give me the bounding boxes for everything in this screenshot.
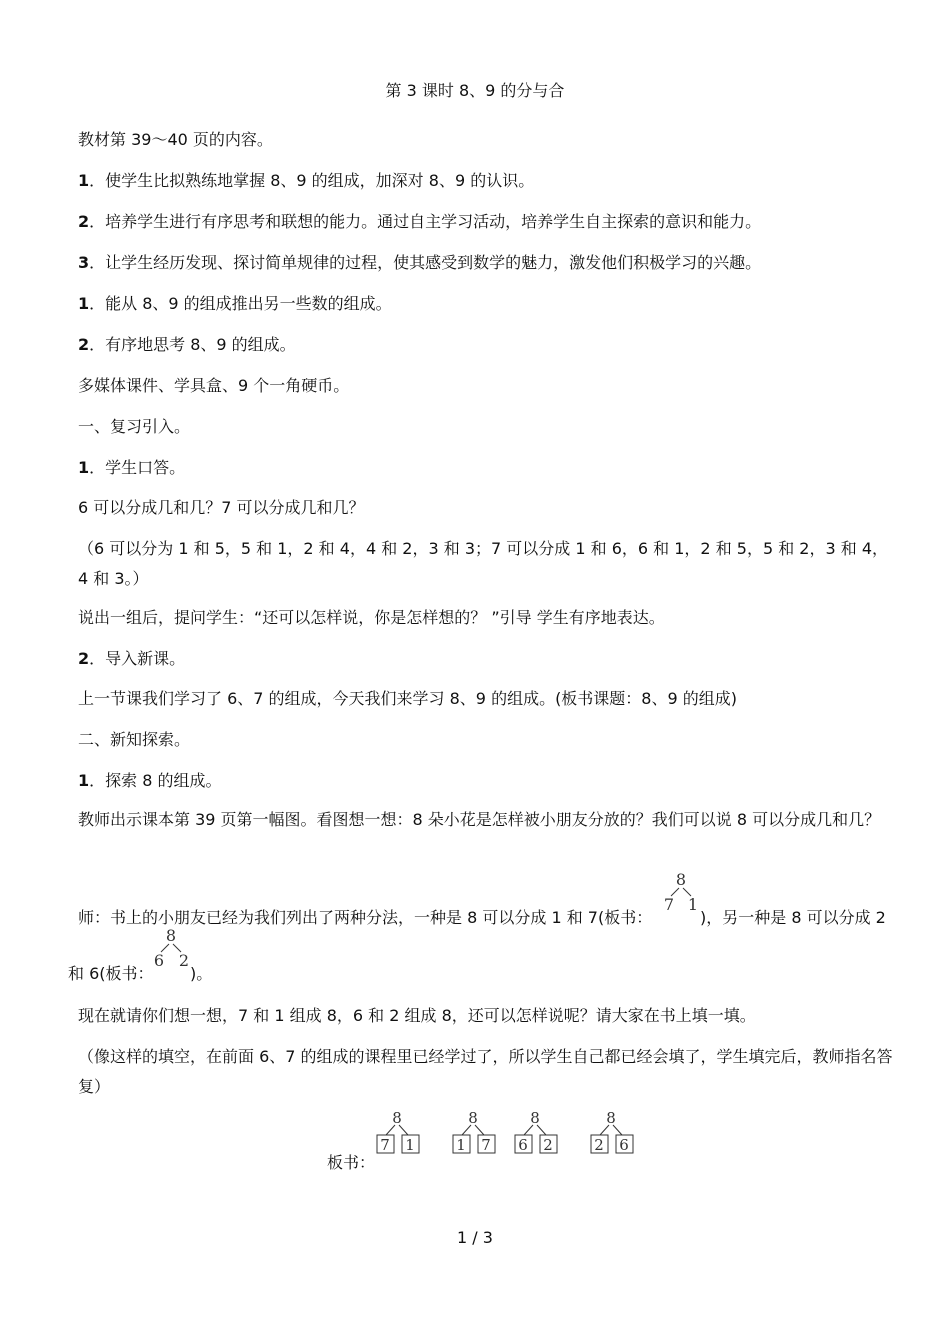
key-point-text: ．有序地思考 8、9 的组成。	[89, 335, 296, 354]
goal-3	[68, 252, 893, 274]
teacher-statement-part1: 师：书上的小朋友已经为我们列出了两种分法，一种是 8 可以分成 1 和 7(板书：	[78, 908, 653, 927]
fill-in-note: （像这样的填空，在前面 6、7 的组成的课程里已经学过了，所以学生自己都已经会填了，学生填完后，教师指名答复）	[78, 1047, 893, 1096]
svg-text:8: 8	[530, 1109, 540, 1127]
inline-tree-8-7-1	[663, 870, 701, 916]
step-number: 1	[78, 458, 90, 477]
section1-heading: 一、复习引入。	[78, 417, 191, 436]
svg-text:2: 2	[178, 951, 190, 970]
materials: 多媒体课件、学具盒、9 个一角硬币。	[78, 376, 350, 395]
board-tree-8-6-2	[513, 1108, 561, 1156]
board-tree-8-1-7	[451, 1108, 499, 1156]
section2-heading: 二、新知探索。	[78, 730, 191, 749]
svg-text:2: 2	[543, 1136, 553, 1154]
new-lesson-intro: 上一节课我们学习了 6、7 的组成，今天我们来学习 8、9 的组成。(板书课题：8、9 的组成)	[78, 689, 737, 708]
svg-text:8: 8	[165, 926, 177, 945]
step-text: ．学生口答。	[89, 458, 186, 477]
step-number: 1	[78, 771, 90, 790]
step-text: ．探索 8 的组成。	[89, 771, 222, 790]
board-label: 板书：	[327, 1153, 376, 1172]
goal-number: 2	[78, 212, 90, 231]
step-text: ．导入新课。	[89, 649, 186, 668]
svg-text:8: 8	[468, 1109, 478, 1127]
page-number: 1 / 3	[457, 1228, 493, 1247]
review-answer: （6 可以分为 1 和 5，5 和 1，2 和 4，4 和 2，3 和 3；7 可以分成 1 和 6，6 和 1，2 和 5，5 和 2，3 和 4，4 和 3。）	[78, 539, 889, 588]
svg-text:8: 8	[392, 1109, 402, 1127]
key-point-2	[68, 334, 893, 356]
svg-text:8: 8	[606, 1109, 616, 1127]
svg-text:7: 7	[663, 895, 675, 914]
teacher-statement-part4: )。	[190, 964, 213, 983]
review-question: 6 可以分成几和几？7 可以分成几和几？	[78, 498, 365, 517]
svg-text:6: 6	[153, 951, 165, 970]
key-point-number: 1	[78, 294, 90, 313]
goal-number: 3	[78, 253, 90, 272]
page-title: 第 3 课时 8、9 的分与合	[385, 81, 565, 100]
explore-paragraph: 教师出示课本第 39 页第一幅图。看图想一想：8 朵小花是怎样被小朋友分放的？我们可以说 8 可以分成几和几？	[78, 810, 881, 829]
svg-text:8: 8	[675, 870, 687, 889]
board-tree-8-2-6	[589, 1108, 637, 1156]
section1-step2	[68, 648, 893, 670]
svg-text:6: 6	[518, 1136, 528, 1154]
goal-text: ．让学生经历发现、探讨简单规律的过程，使其感受到数学的魅力，激发他们积极学习的兴趣。	[89, 253, 762, 272]
teacher-statement-part2: )，另一种是 8 可以分成 2	[700, 908, 886, 927]
step-number: 2	[78, 649, 90, 668]
teacher-statement-part3: 和 6(板书：	[68, 964, 154, 983]
key-point-1	[68, 293, 893, 315]
board-tree-8-7-1	[375, 1108, 423, 1156]
teacher-prompt: 说出一组后，提问学生：“还可以怎样说，你是怎样想的？ ”引导 学生有序地表达。	[78, 608, 665, 627]
fill-in-instruction: 现在就请你们想一想，7 和 1 组成 8，6 和 2 组成 8，还可以怎样说呢？请大家在书上填一填。	[78, 1006, 756, 1025]
goal-text: ．培养学生进行有序思考和联想的能力。通过自主学习活动，培养学生自主探索的意识和能力。	[89, 212, 762, 231]
section2-step1	[68, 770, 893, 792]
inline-tree-8-6-2	[150, 926, 192, 972]
goal-1	[68, 170, 893, 192]
goal-number: 1	[78, 171, 90, 190]
key-point-text: ．能从 8、9 的组成推出另一些数的组成。	[89, 294, 392, 313]
content-line: 教材第 39～40 页的内容。	[78, 130, 273, 149]
key-point-number: 2	[78, 335, 90, 354]
section1-step1	[68, 457, 893, 479]
svg-text:2: 2	[594, 1136, 604, 1154]
svg-text:1: 1	[456, 1136, 466, 1154]
svg-text:1: 1	[405, 1136, 415, 1154]
goal-text: ．使学生比拟熟练地掌握 8、9 的组成，加深对 8、9 的认识。	[89, 171, 535, 190]
svg-text:7: 7	[380, 1136, 390, 1154]
svg-text:7: 7	[481, 1136, 491, 1154]
goal-2	[68, 211, 893, 233]
svg-text:6: 6	[619, 1136, 629, 1154]
svg-text:1: 1	[687, 895, 699, 914]
